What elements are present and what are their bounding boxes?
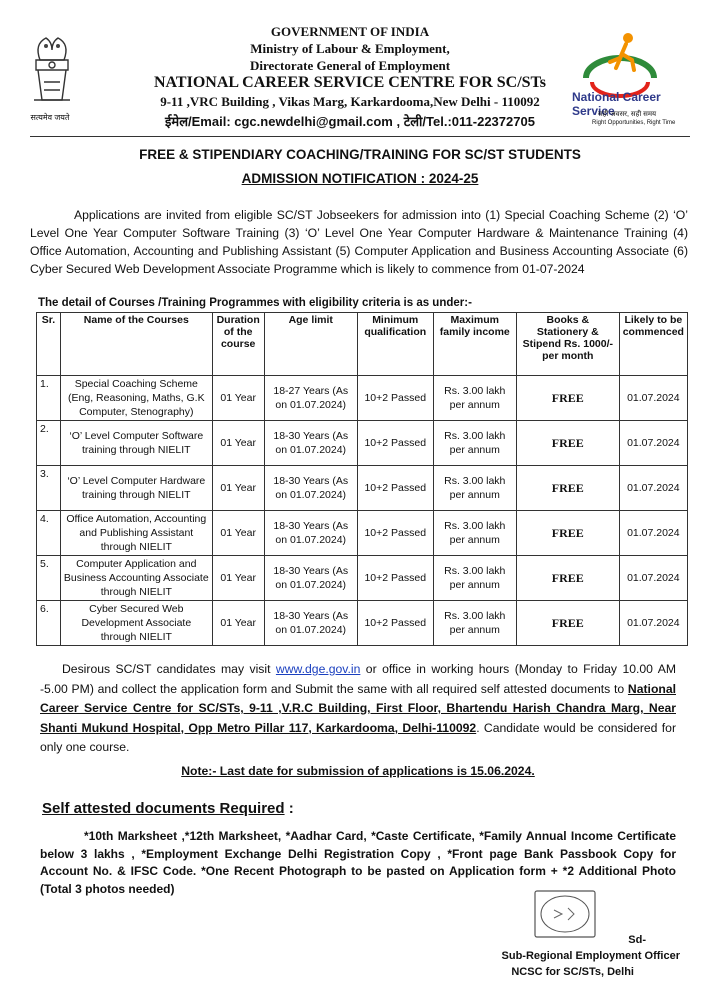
header-divider <box>30 136 690 137</box>
serial-cell: 1. <box>37 376 61 421</box>
stipend-cell: FREE <box>516 421 619 466</box>
age-limit-cell: 18-30 Years (As on 01.07.2024) <box>264 511 357 556</box>
income-cell: Rs. 3.00 lakh per annum <box>433 466 516 511</box>
commence-date-cell: 01.07.2024 <box>619 556 687 601</box>
documents-list-text: *10th Marksheet ,*12th Marksheet, *Aadhar Card, *Caste Certificate, *Family Annual Income Certificate below 3 lakhs , *Employment Exchange Delhi Registration Copy , *Front page Bank Passbook Copy for Account No. & IFSC Code. *One Recent Photograph to be pasted on Application form + *2 Additional Photo (Total 3 photos needed) <box>40 829 676 896</box>
qualification-cell: 10+2 Passed <box>357 421 433 466</box>
courses-table <box>36 312 688 646</box>
stipend-cell: FREE <box>516 601 619 646</box>
age-limit-cell: 18-30 Years (As on 01.07.2024) <box>264 421 357 466</box>
commence-date-cell: 01.07.2024 <box>619 376 687 421</box>
national-emblem-icon <box>22 30 82 122</box>
emblem-caption: सत्यमेव जयते <box>30 113 70 122</box>
qualification-cell: 10+2 Passed <box>357 511 433 556</box>
duration-cell: 01 Year <box>212 601 264 646</box>
duration-cell: 01 Year <box>212 466 264 511</box>
table-header-row <box>37 313 688 376</box>
centre-address: 9-11 ,VRC Building , Vikas Marg, Karkardooma,New Delhi - 110092 <box>160 94 540 109</box>
signatory-office: NCSC for SC/STs, Delhi <box>511 966 634 978</box>
ministry-name: Ministry of Labour & Employment, <box>250 41 450 56</box>
age-limit-cell: 18-30 Years (As on 01.07.2024) <box>264 601 357 646</box>
course-name-cell: Special Coaching Scheme (Eng, Reasoning, Maths, G.K Computer, Stenography) <box>60 376 212 421</box>
serial-cell: 6. <box>37 601 61 646</box>
ncs-tagline-english: Right Opportunities, Right Time <box>592 120 676 126</box>
serial-cell: 5. <box>37 556 61 601</box>
commence-date-cell: 01.07.2024 <box>619 601 687 646</box>
age-limit-cell: 18-27 Years (As on 01.07.2024) <box>264 376 357 421</box>
qualification-cell: 10+2 Passed <box>357 556 433 601</box>
table-row <box>37 511 688 556</box>
column-header: Name of the Courses <box>60 313 212 376</box>
stipend-cell: FREE <box>516 511 619 556</box>
income-cell: Rs. 3.00 lakh per annum <box>433 511 516 556</box>
age-limit-cell: 18-30 Years (As on 01.07.2024) <box>264 466 357 511</box>
intro-text: Applications are invited from eligible SC/ST Jobseekers for admission into (1) Special Coaching Scheme (2) ‘O’ Level One Year Computer Software Training (3) ‘O’ Level One Year Computer Hardware & Maintenance Training (4) Office Automation, Accounting and Publishing Assistant (5) Computer Application and Business Accounting Associate (6) Cyber Secured Web Development Associate Programme which is likely to commence from 01-07-2024 <box>30 208 688 276</box>
instructions-text-2: or office in working hours (Monday to Friday 10.00 AM -5.00 PM) and collect the application form and Submit the same with all required self attested documents to <box>40 662 676 696</box>
column-header: Age limit <box>264 313 357 376</box>
commence-date-cell: 01.07.2024 <box>619 511 687 556</box>
signatory-designation: Sub-Regional Employment Officer <box>501 950 680 962</box>
serial-cell: 2. <box>37 421 61 466</box>
commence-date-cell: 01.07.2024 <box>619 421 687 466</box>
duration-cell: 01 Year <box>212 376 264 421</box>
age-limit-cell: 18-30 Years (As on 01.07.2024) <box>264 556 357 601</box>
duration-cell: 01 Year <box>212 556 264 601</box>
admission-notification-title: ADMISSION NOTIFICATION : 2024-25 <box>241 171 479 186</box>
instructions-text-1: Desirous SC/ST candidates may visit <box>62 662 276 676</box>
table-row <box>37 601 688 646</box>
table-row <box>37 466 688 511</box>
income-cell: Rs. 3.00 lakh per annum <box>433 421 516 466</box>
column-header: Likely to be commenced <box>619 313 687 376</box>
column-header: Minimum qualification <box>357 313 433 376</box>
column-header: Sr. <box>37 313 61 376</box>
table-row <box>37 421 688 466</box>
income-cell: Rs. 3.00 lakh per annum <box>433 556 516 601</box>
income-cell: Rs. 3.00 lakh per annum <box>433 601 516 646</box>
stipend-cell: FREE <box>516 556 619 601</box>
stipend-cell: FREE <box>516 466 619 511</box>
submission-address: National Career Service Centre for SC/STs, 9-11 ,V.R.C Building, First Floor, Bhartendu Harish Chandra Marg, Near Shanti Mukund Hospital, Opp Metro Pillar 117, Karkardooma, Delhi-110092 <box>40 681 676 735</box>
documents-heading-suffix: : <box>284 800 294 817</box>
commence-date-cell: 01.07.2024 <box>619 466 687 511</box>
qualification-cell: 10+2 Passed <box>357 376 433 421</box>
column-header: Duration of the course <box>212 313 264 376</box>
course-name-cell: ‘O’ Level Computer Software training through NIELIT <box>60 421 212 466</box>
notice-title: FREE & STIPENDIARY COACHING/TRAINING FOR SC/ST STUDENTS <box>139 147 581 162</box>
last-date-note: Note:- Last date for submission of applications is 15.06.2024. <box>181 764 535 778</box>
office-seal-icon <box>532 888 598 940</box>
serial-cell: 4. <box>37 511 61 556</box>
column-header: Books & Stationery & Stipend Rs. 1000/- per month <box>516 313 619 376</box>
contact-details: ईमेल/Email: cgc.newdelhi@gmail.com , टेली/Tel.:011-22372705 <box>165 114 535 129</box>
column-header: Maximum family income <box>433 313 516 376</box>
course-name-cell: Cyber Secured Web Development Associate through NIELIT <box>60 601 212 646</box>
signature-sd: Sd- <box>628 934 646 946</box>
documents-heading <box>42 800 294 817</box>
table-caption: The detail of Courses /Training Programmes with eligibility criteria is as under:- <box>38 297 472 309</box>
duration-cell: 01 Year <box>212 421 264 466</box>
table-row <box>37 376 688 421</box>
stipend-cell: FREE <box>516 376 619 421</box>
ncs-tagline-hindi: सही अवसर, सही समय <box>598 111 657 118</box>
ncs-logo-text: National Career Service <box>572 90 661 118</box>
intro-paragraph <box>30 206 688 278</box>
duration-cell: 01 Year <box>212 511 264 556</box>
dge-website-link[interactable]: www.dge.gov.in <box>275 662 361 676</box>
course-name-cell: Office Automation, Accounting and Publishing Assistant through NIELIT <box>60 511 212 556</box>
govt-of-india: GOVERNMENT OF INDIA <box>270 24 430 39</box>
serial-cell: 3. <box>37 466 61 511</box>
qualification-cell: 10+2 Passed <box>357 601 433 646</box>
table-row <box>37 556 688 601</box>
course-name-cell: Computer Application and Business Accounting Associate through NIELIT <box>60 556 212 601</box>
directorate-name: Directorate General of Employment <box>249 58 451 73</box>
course-name-cell: ‘O’ Level Computer Hardware training through NIELIT <box>60 466 212 511</box>
documents-heading-text: Self attested documents Required <box>42 800 285 817</box>
centre-name: NATIONAL CAREER SERVICE CENTRE FOR SC/STs <box>154 74 546 91</box>
income-cell: Rs. 3.00 lakh per annum <box>433 376 516 421</box>
qualification-cell: 10+2 Passed <box>357 466 433 511</box>
instructions-paragraph <box>40 660 676 758</box>
instructions-text-3: . Candidate would be considered for only one course. <box>40 720 677 754</box>
